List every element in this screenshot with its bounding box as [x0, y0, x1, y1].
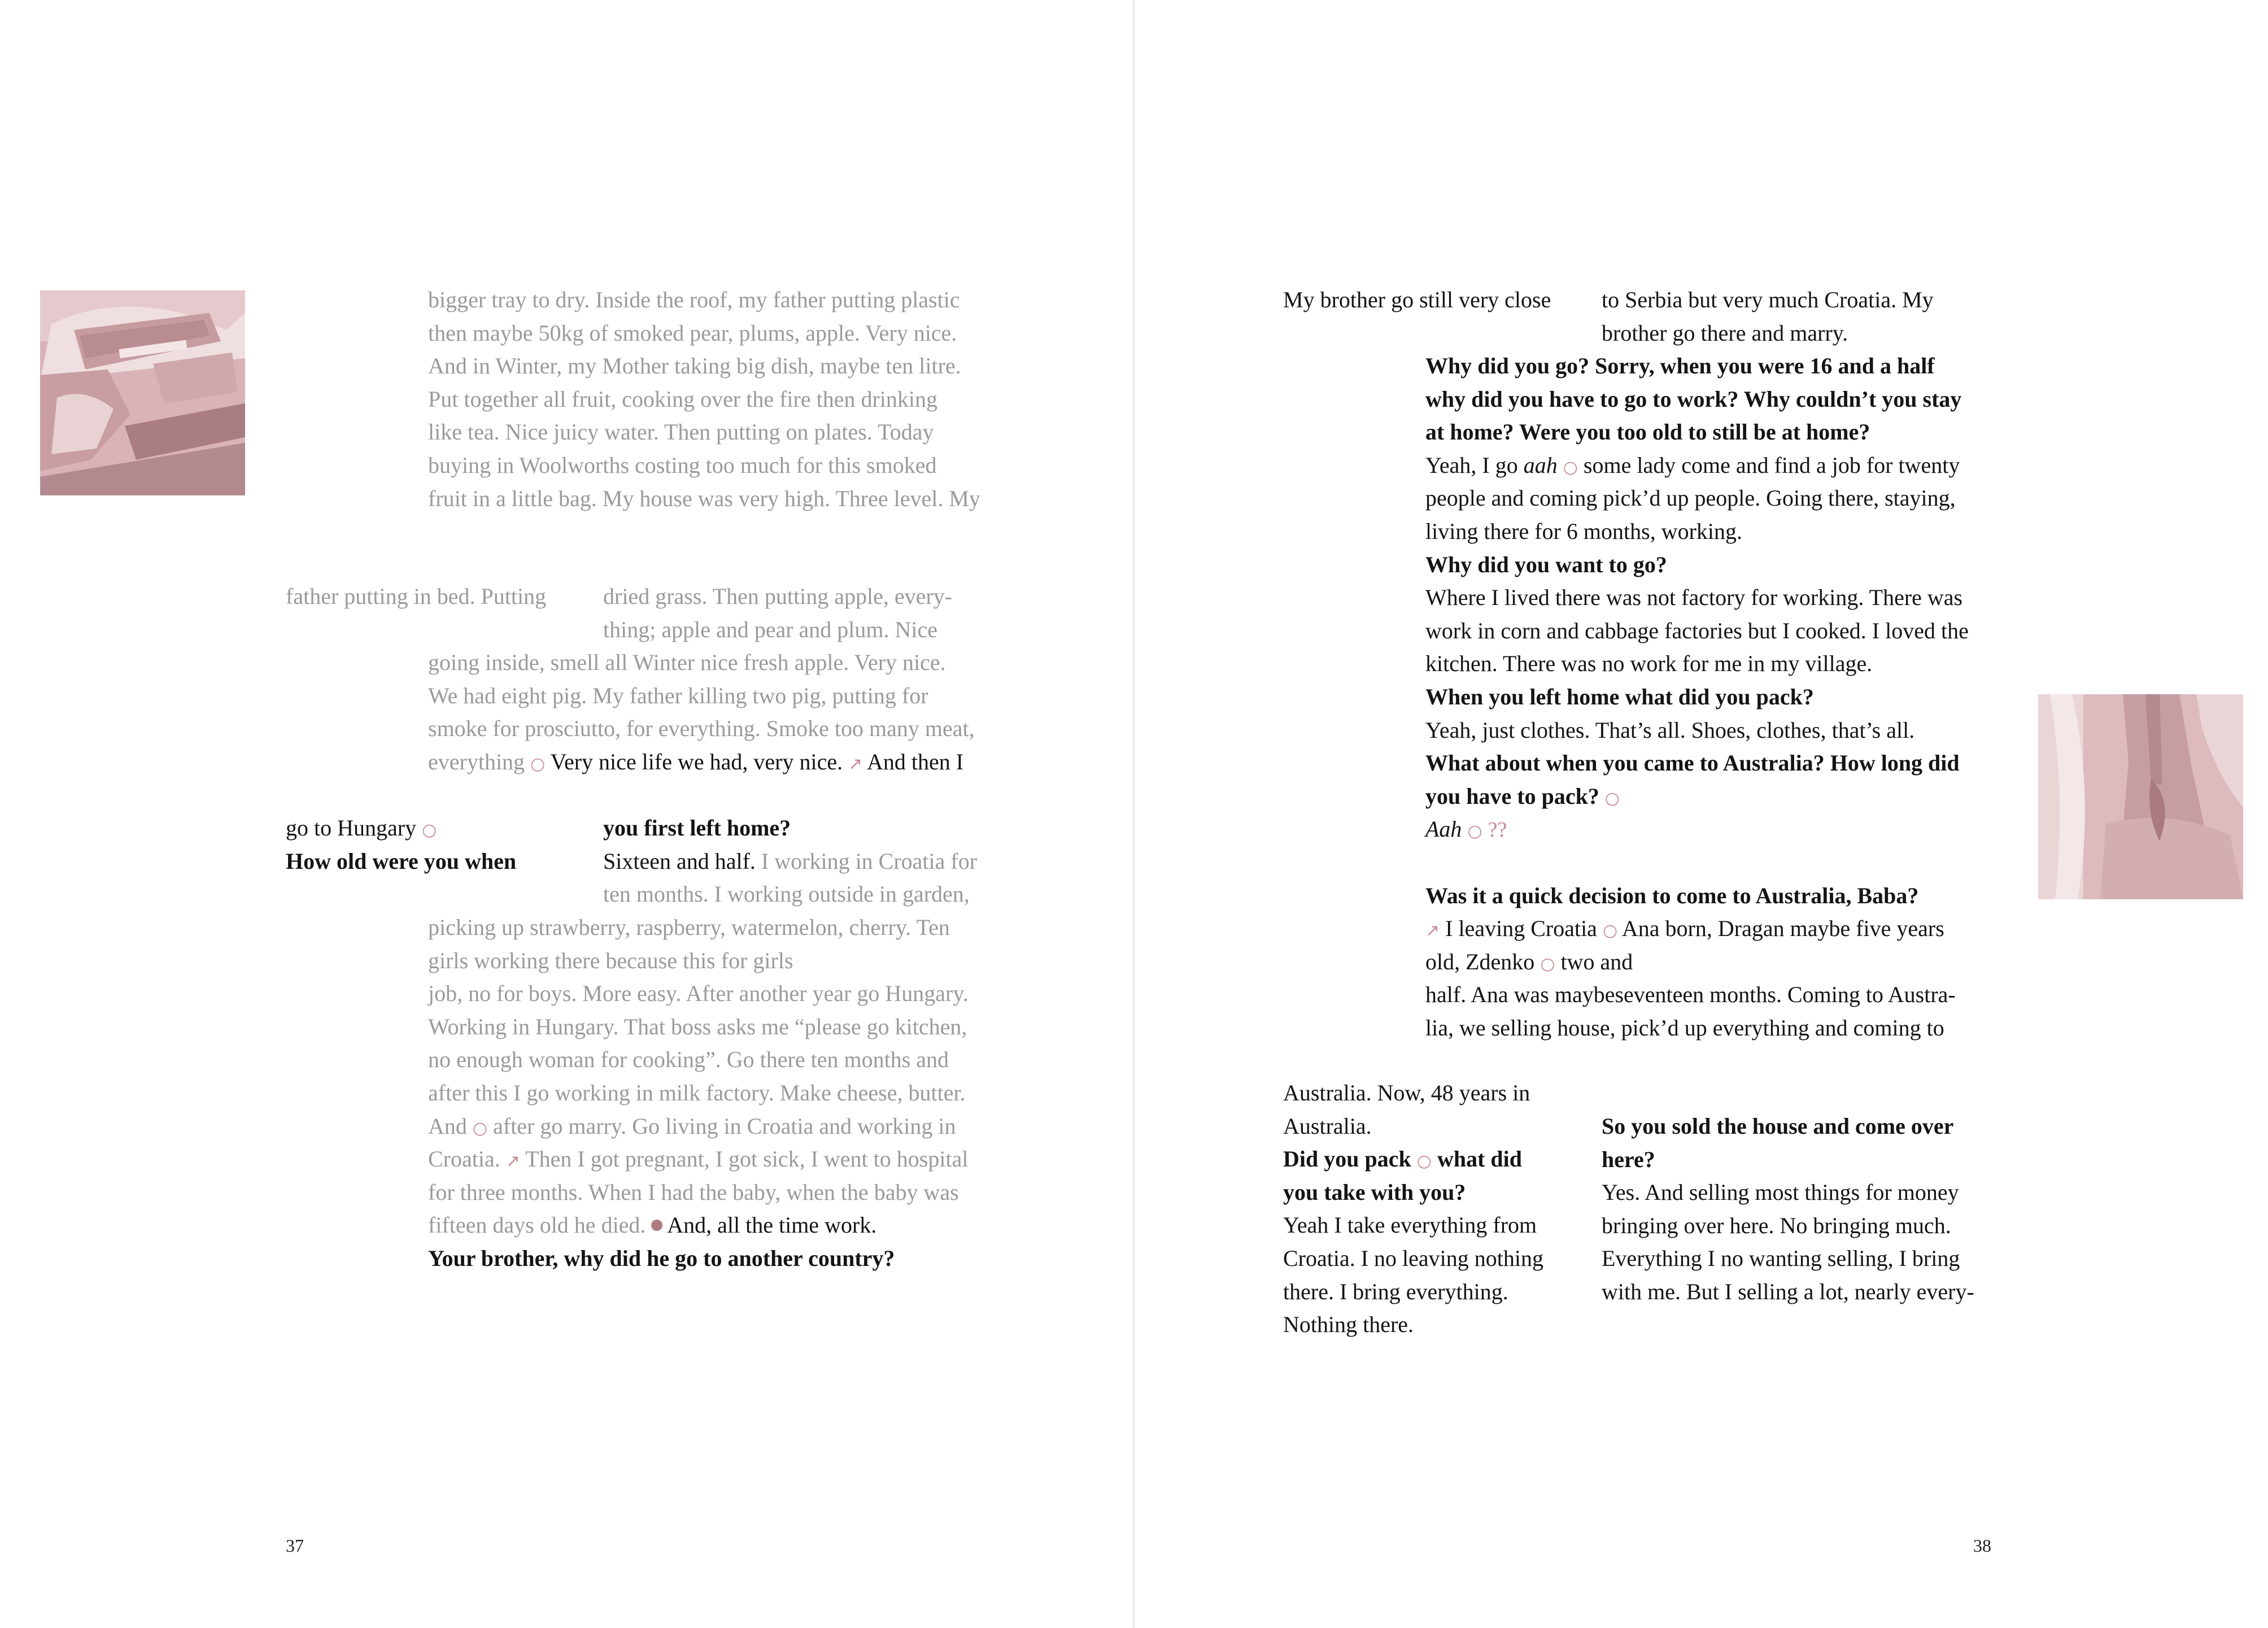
- open-circle-icon: ○: [1467, 821, 1482, 842]
- open-circle-icon: ○: [1416, 1151, 1432, 1172]
- question-text: here?: [1602, 1146, 1655, 1172]
- left-text-block-5: [428, 911, 969, 1276]
- faded-text: I working in Croatia for: [761, 848, 978, 874]
- text-line: after this I go working in milk factory. Make cheese, butter.: [428, 1079, 966, 1105]
- answer-text: aah: [1523, 452, 1558, 478]
- text-line: And in Winter, my Mother taking big dish, maybe ten litre.: [428, 353, 961, 379]
- text-line: [603, 845, 977, 878]
- answer-text: Aah: [1425, 816, 1462, 842]
- question-text: what did: [1437, 1146, 1522, 1172]
- left-text-block-3: [428, 646, 975, 778]
- text-line: to Serbia but very much Croatia. My: [1602, 287, 1934, 312]
- text-line: We had eight pig. My father killing two pig, putting for: [428, 682, 928, 708]
- question-text: why did you have to go to work? Why couldn’t you stay: [1425, 386, 1962, 412]
- open-circle-icon: ○: [472, 1118, 488, 1138]
- left-text-block-1: [428, 284, 980, 515]
- question-text: at home? Were you too old to still be at home?: [1425, 419, 1870, 445]
- text-line: [1425, 780, 1969, 813]
- text-line: fruit in a little bag. My house was very high. Three level. My: [428, 485, 980, 511]
- text-line: going inside, smell all Winter nice fresh apple. Very nice.: [428, 650, 946, 675]
- text-line: [1425, 449, 1969, 482]
- question-text: When you left home what did you pack?: [1425, 684, 1814, 709]
- faded-text: after go marry. Go living in Croatia and working in: [493, 1113, 956, 1139]
- arrow-icon: ↗: [848, 754, 863, 774]
- answer-text: Ana born, Dragan maybe five years: [1621, 916, 1944, 942]
- text-line: [1425, 946, 1969, 979]
- text-line: Where I lived there was not factory for working. There was: [1425, 585, 1963, 611]
- answer-text: And then I: [867, 748, 964, 774]
- text-line: bringing over here. No bringing much.: [1602, 1212, 1951, 1238]
- text-line: smoke for prosciutto, for everything. Smoke too many meat,: [428, 716, 975, 742]
- text-line: [286, 812, 516, 845]
- text-line: half. Ana was maybeseventeen months. Coming to Austra-: [1425, 982, 1956, 1008]
- text-line: [428, 746, 975, 779]
- text-line: Yes. And selling most things for money: [1602, 1179, 1959, 1205]
- page-number-left: 37: [286, 1535, 304, 1556]
- text-line: there. I bring everything.: [1283, 1278, 1508, 1304]
- answer-text: two and: [1560, 948, 1633, 974]
- left-text-block-2-left: [286, 580, 546, 613]
- answer-marks: ??: [1488, 818, 1507, 842]
- text-line: [428, 1143, 969, 1176]
- text-line: ten months. I working outside in garden,: [603, 881, 970, 907]
- page-number-right: 38: [1973, 1535, 1991, 1556]
- question-text: So you sold the house and come over: [1602, 1113, 1954, 1139]
- answer-text: Yeah, I go: [1425, 452, 1518, 478]
- filled-dot-icon: [651, 1220, 662, 1231]
- text-line: girls working there because this for girls: [428, 947, 793, 973]
- question-text: Why did you go? Sorry, when you were 16 and a half: [1425, 353, 1935, 378]
- text-line: for three months. When I had the baby, when the baby was: [428, 1179, 959, 1205]
- text-line: Put together all fruit, cooking over the fire then drinking: [428, 386, 937, 412]
- answer-text: some lady come and find a job for twenty: [1583, 452, 1960, 478]
- question-text: Why did you want to go?: [1425, 551, 1667, 577]
- question-text: you take with you?: [1283, 1179, 1466, 1205]
- sewing-machine-photo: [40, 290, 245, 495]
- faded-text: And: [428, 1113, 467, 1139]
- open-circle-icon: ○: [422, 820, 437, 840]
- text-line: with me. But I selling a lot, nearly every-: [1602, 1278, 1974, 1304]
- text-line: people and coming pick’d up people. Going there, staying,: [1425, 485, 1956, 511]
- text-line: father putting in bed. Putting: [286, 584, 547, 609]
- right-text-top-left: [1283, 284, 1551, 317]
- text-line: Yeah I take everything from: [1283, 1212, 1537, 1238]
- text-line: [1425, 912, 1969, 946]
- text-line: buying in Woolworths costing too much for this smoked: [428, 452, 937, 478]
- text-line: Working in Hungary. That boss asks me “please go kitchen,: [428, 1013, 967, 1039]
- text-line: [428, 1209, 969, 1242]
- arrow-icon: ↗: [505, 1151, 520, 1172]
- text-line: Australia. Now, 48 years in: [1283, 1080, 1530, 1105]
- question-text: Your brother, why did he go to another country?: [428, 1245, 895, 1271]
- text-line: brother go there and marry.: [1602, 320, 1848, 346]
- text-line: Nothing there.: [1283, 1312, 1414, 1338]
- arrow-icon: ↗: [1425, 921, 1440, 941]
- left-text-block-2-right: [603, 580, 952, 646]
- text-line: lia, we selling house, pick’d up everything and coming to: [1425, 1015, 1944, 1041]
- open-circle-icon: ○: [1563, 457, 1578, 477]
- question-text: What about when you came to Australia? How long did: [1425, 750, 1960, 776]
- text-line: living there for 6 months, working.: [1425, 518, 1743, 544]
- open-circle-icon: ○: [1540, 954, 1555, 974]
- dress-photo: [2038, 694, 2243, 899]
- question-text: you first left home?: [603, 815, 791, 841]
- right-text-bottom-left: [1283, 1077, 1543, 1342]
- faded-text: fifteen days old he died.: [428, 1212, 646, 1238]
- text-line: dried grass. Then putting apple, every-: [603, 584, 952, 609]
- page-gutter: [1133, 0, 1135, 1628]
- right-text-bottom-right: [1602, 1110, 1974, 1309]
- text-line: job, no for boys. More easy. After another year go Hungary.: [428, 981, 969, 1007]
- question-text: Was it a quick decision to come to Australia, Baba?: [1425, 882, 1919, 908]
- answer-text: Sixteen and half.: [603, 848, 756, 874]
- right-text-top-right: [1602, 284, 1934, 350]
- question-text: How old were you when: [286, 848, 517, 874]
- left-text-block-4-left: [286, 812, 516, 878]
- faded-text: Then I got pregnant, I got sick, I went to hospital: [525, 1146, 969, 1172]
- text-line: kitchen. There was no work for me in my village.: [1425, 651, 1873, 677]
- text-line: bigger tray to dry. Inside the roof, my father putting plastic: [428, 287, 960, 312]
- open-circle-icon: ○: [530, 754, 546, 774]
- text-line: Australia.: [1283, 1113, 1372, 1139]
- text-line: then maybe 50kg of smoked pear, plums, apple. Very nice.: [428, 320, 957, 346]
- text-line: [1283, 1143, 1543, 1176]
- text-line: work in corn and cabbage factories but I cooked. I loved the: [1425, 617, 1969, 643]
- answer-text: I leaving Croatia: [1445, 916, 1597, 942]
- question-text: you have to pack?: [1425, 783, 1599, 809]
- left-text-block-4-right: [603, 812, 977, 911]
- text-line: [428, 1110, 969, 1143]
- right-text-main: [1425, 350, 1969, 1044]
- text-line: thing; apple and pear and plum. Nice: [603, 616, 938, 642]
- faded-text: Croatia.: [428, 1146, 500, 1172]
- answer-text: old, Zdenko: [1425, 948, 1535, 974]
- faded-text: everything: [428, 748, 525, 774]
- text-line: Croatia. I no leaving nothing: [1283, 1245, 1544, 1271]
- open-circle-icon: ○: [1604, 788, 1620, 808]
- text-line: [1425, 813, 1969, 846]
- text-line: picking up strawberry, raspberry, watermelon, cherry. Ten: [428, 915, 950, 940]
- text-line: Everything I no wanting selling, I bring: [1602, 1246, 1960, 1272]
- text-line: My brother go still very close: [1283, 287, 1551, 312]
- open-circle-icon: ○: [1602, 921, 1618, 941]
- text-line: like tea. Nice juicy water. Then putting on plates. Today: [428, 419, 934, 445]
- text-line: no enough woman for cooking”. Go there ten months and: [428, 1047, 949, 1073]
- answer-text: Very nice life we had, very nice.: [550, 748, 843, 774]
- text-line: Yeah, just clothes. That’s all. Shoes, clothes, that’s all.: [1425, 717, 1915, 743]
- blank-line: [1425, 846, 1969, 880]
- answer-text: And, all the time work.: [667, 1212, 877, 1238]
- answer-text: go to Hungary: [286, 815, 417, 841]
- question-text: Did you pack: [1283, 1146, 1411, 1172]
